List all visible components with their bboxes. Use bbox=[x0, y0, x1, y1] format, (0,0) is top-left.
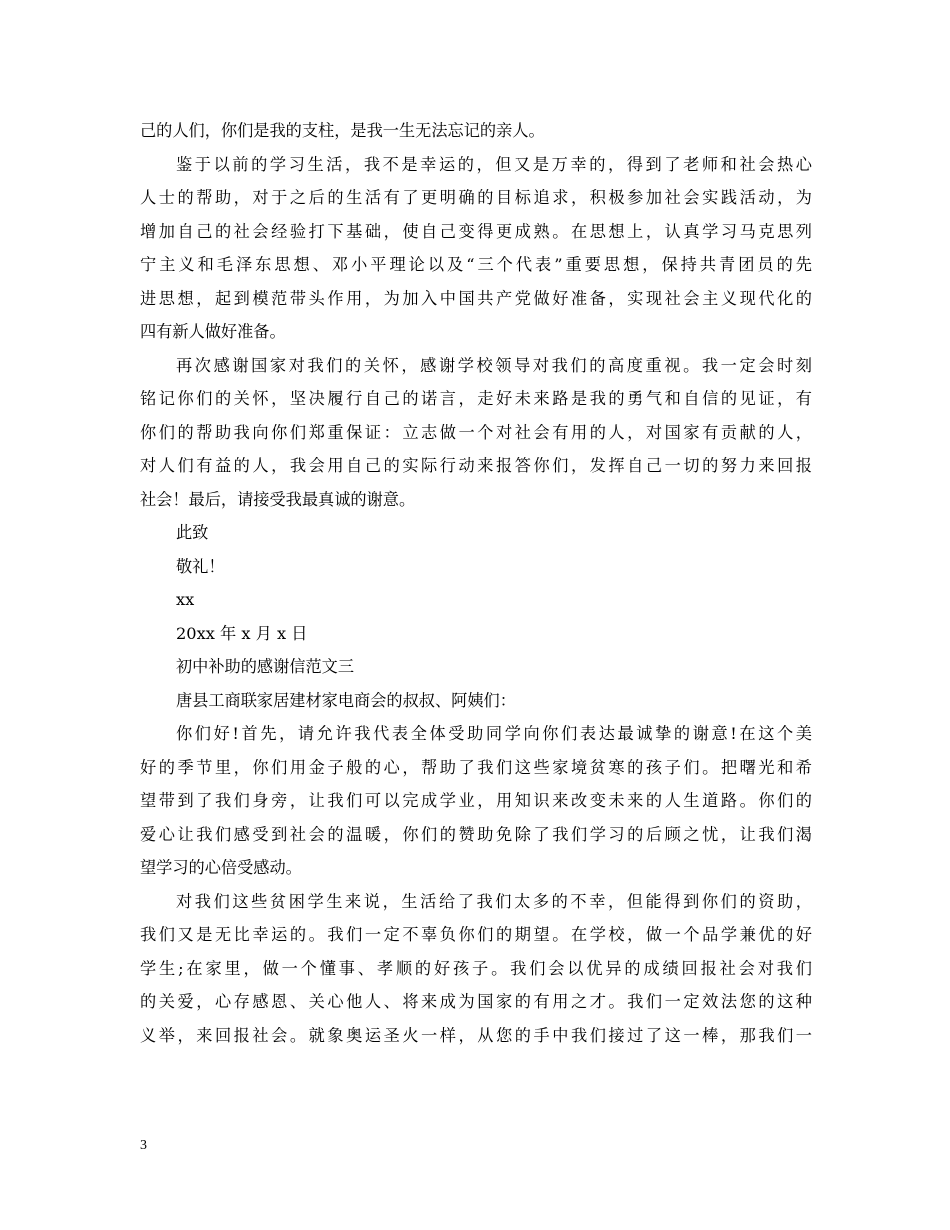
salute-line: 敬礼！ bbox=[176, 556, 225, 576]
document-body bbox=[140, 114, 812, 1052]
date-line: 20xx 年 x 月 x 日 bbox=[176, 623, 308, 643]
text-line: 鉴于以前的学习生活，我不是幸运的，但又是万幸的，得到了老师和社会热心 bbox=[176, 154, 812, 174]
text-line: 社会！最后，请接受我最真诚的谢意。 bbox=[140, 489, 416, 509]
text-line: 你们好!首先，请允许我代表全体受助同学向你们表达最诚挚的谢意!在这个美 bbox=[176, 724, 812, 743]
signature-line: xx bbox=[176, 590, 195, 609]
text-line: 的关爱，心存感恩、关心他人、将来成为国家的有用之才。我们一定效法您的这种 bbox=[140, 992, 812, 1011]
salutation-line: 唐县工商联家居建材家电商会的叔叔、阿姨们： bbox=[176, 690, 516, 710]
text-line: 对我们这些贫困学生来说，生活给了我们太多的不幸，但能得到你们的资助， bbox=[176, 891, 812, 911]
section-title: 初中补助的感谢信范文三 bbox=[176, 657, 355, 676]
text-line: 对人们有益的人，我会用自己的实际行动来报答你们，发挥自己一切的努力来回报 bbox=[140, 456, 812, 475]
text-line: 爱心让我们感受到社会的温暖，你们的赞助免除了我们学习的后顾之忧，让我们渴 bbox=[140, 824, 812, 844]
text-line: 我们又是无比幸运的。我们一定不辜负你们的期望。在学校，做一个品学兼优的好 bbox=[140, 925, 812, 944]
text-line: 进思想，起到模范带头作用，为加入中国共产党做好准备，实现社会主义现代化的 bbox=[140, 288, 812, 308]
text-line: 望学习的心倍受感动。 bbox=[140, 858, 302, 877]
text-line: 学生;在家里，做一个懂事、孝顺的好孩子。我们会以优异的成绩回报社会对我们 bbox=[140, 958, 812, 978]
text-line: 你们的帮助我向你们郑重保证：立志做一个对社会有用的人，对国家有贡献的人， bbox=[140, 422, 812, 442]
text-line: 人士的帮助，对于之后的生活有了更明确的目标追求，积极参加社会实践活动，为 bbox=[140, 188, 812, 207]
text-line: 好的季节里，你们用金子般的心，帮助了我们这些家境贫寒的孩子们。把曙光和希 bbox=[140, 757, 812, 777]
closing-line: 此致 bbox=[176, 523, 209, 542]
text-line: 己的人们，你们是我的支柱，是我一生无法忘记的亲人。 bbox=[140, 121, 545, 140]
text-line: 望带到了我们身旁，让我们可以完成学业，用知识来改变未来的人生道路。你们的 bbox=[140, 791, 812, 810]
text-line: 增加自己的社会经验打下基础，使自己变得更成熟。在思想上，认真学习马克思列 bbox=[140, 221, 812, 241]
page-number: 3 bbox=[140, 1138, 147, 1153]
text-line: 宁主义和毛泽东思想、邓小平理论以及“三个代表”重要思想，保持共青团员的先 bbox=[140, 255, 812, 274]
text-line: 四有新人做好准备。 bbox=[140, 322, 286, 341]
text-line: 再次感谢国家对我们的关怀，感谢学校领导对我们的高度重视。我一定会时刻 bbox=[176, 355, 812, 375]
text-line: 义举，来回报社会。就象奥运圣火一样，从您的手中我们接过了这一棒，那我们一 bbox=[140, 1025, 812, 1045]
text-line: 铭记你们的关怀，坚决履行自己的诺言，走好未来路是我的勇气和自信的见证，有 bbox=[140, 389, 812, 408]
